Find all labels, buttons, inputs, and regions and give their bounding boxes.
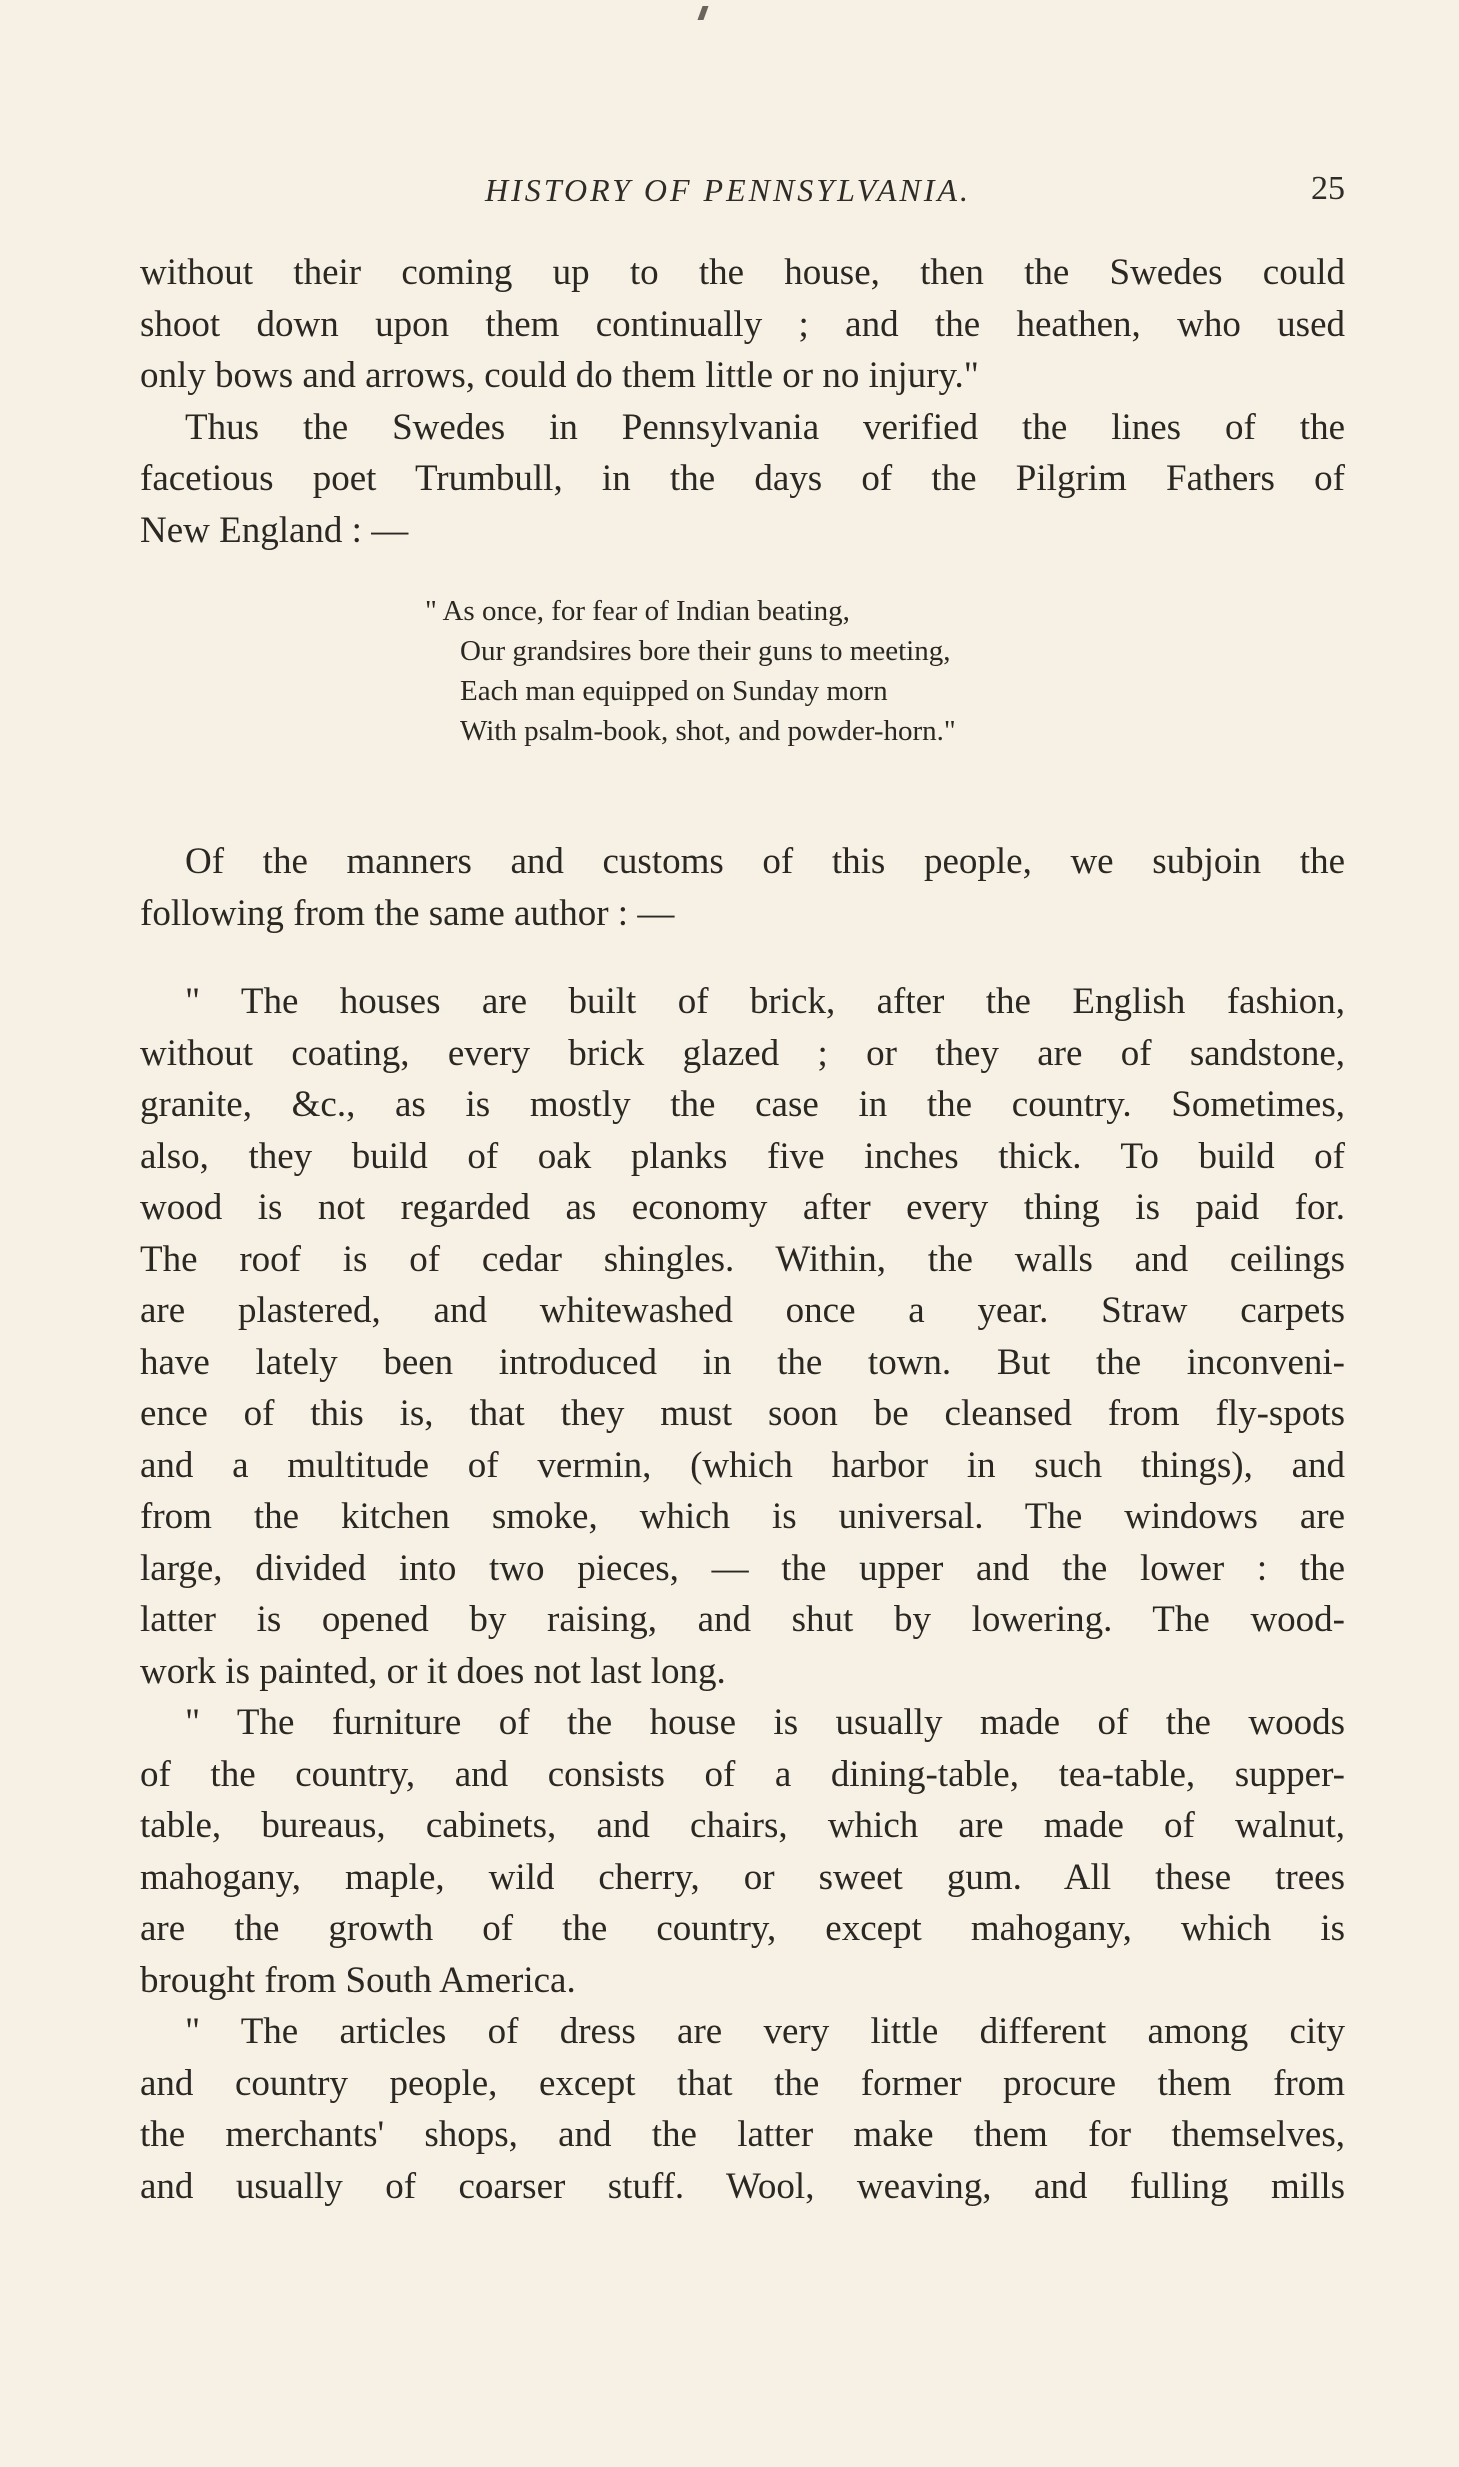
text-line: mahogany, maple, wild cherry, or sweet gum. All these trees xyxy=(140,1856,1345,1898)
verse-line: Our grandsires bore their guns to meeting, xyxy=(460,635,951,667)
text-line: shoot down upon them continually ; and the heathen, who used xyxy=(140,303,1345,345)
text-line: are the growth of the country, except mahogany, which is xyxy=(140,1908,1345,1949)
text-line: " The furniture of the house is usually made of the woods xyxy=(185,1702,1345,1743)
text-line: latter is opened by raising, and shut by lowering. The wood- xyxy=(140,1599,1345,1640)
text-line: " The houses are built of brick, after the English fashion, xyxy=(185,981,1345,1022)
text-line: also, they build of oak planks five inches thick. To build of xyxy=(140,1135,1345,1177)
text-line: are plastered, and whitewashed once a year. Straw carpets xyxy=(140,1290,1345,1331)
text-line: and a multitude of vermin, (which harbor in such things), and xyxy=(140,1444,1345,1486)
print-mark xyxy=(697,6,708,20)
text-line: have lately been introduced in the town. But the inconveni- xyxy=(140,1341,1345,1383)
text-line: of the country, and consists of a dining-table, tea-table, supper- xyxy=(140,1753,1345,1795)
text-line: granite, &c., as is mostly the case in the country. Sometimes, xyxy=(140,1084,1345,1125)
text-line: from the kitchen smoke, which is universal. The windows are xyxy=(140,1496,1345,1537)
text-line: ence of this is, that they must soon be cleansed from fly-spots xyxy=(140,1393,1345,1434)
page-header xyxy=(140,168,1345,224)
verse-line: Each man equipped on Sunday morn xyxy=(460,675,888,707)
text-line: without coating, every brick glazed ; or they are of sandstone, xyxy=(140,1032,1345,1074)
text-block-intro xyxy=(140,836,1345,939)
text-line: The roof is of cedar shingles. Within, the walls and ceilings xyxy=(140,1238,1345,1280)
text-block-main xyxy=(140,976,1345,2212)
text-line: Thus the Swedes in Pennsylvania verified the lines of the xyxy=(185,406,1345,448)
text-line: and country people, except that the former procure them from xyxy=(140,2062,1345,2104)
text-line: " The articles of dress are very little different among city xyxy=(185,2011,1345,2052)
running-title: HISTORY OF PENNSYLVANIA. xyxy=(485,172,971,208)
text-line: following from the same author : — xyxy=(140,892,675,934)
text-line: the merchants' shops, and the latter make them for themselves, xyxy=(140,2114,1345,2155)
text-line: facetious poet Trumbull, in the days of the Pilgrim Fathers of xyxy=(140,458,1345,499)
text-line: without their coming up to the house, then the Swedes could xyxy=(140,252,1345,293)
text-line: large, divided into two pieces, — the upper and the lower : the xyxy=(140,1547,1345,1589)
text-line: brought from South America. xyxy=(140,1959,576,2001)
text-block-top xyxy=(140,247,1345,556)
verse-line: " As once, for fear of Indian beating, xyxy=(425,595,850,627)
text-line: Of the manners and customs of this people, we subjoin the xyxy=(185,841,1345,882)
verse-quotation xyxy=(425,591,1165,751)
text-line: New England : — xyxy=(140,509,409,551)
text-line: only bows and arrows, could do them little or no injury." xyxy=(140,355,979,396)
text-line: table, bureaus, cabinets, and chairs, which are made of walnut, xyxy=(140,1805,1345,1846)
page-number: 25 xyxy=(1311,170,1345,207)
text-line: work is painted, or it does not last long. xyxy=(140,1650,726,1692)
text-line: wood is not regarded as economy after every thing is paid for. xyxy=(140,1187,1345,1228)
text-line: and usually of coarser stuff. Wool, weaving, and fulling mills xyxy=(140,2165,1345,2207)
verse-line: With psalm-book, shot, and powder-horn." xyxy=(460,715,956,747)
